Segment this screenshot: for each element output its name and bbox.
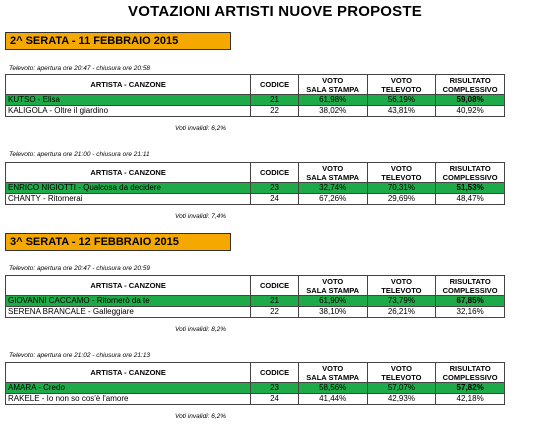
code-cell: 21 [251, 95, 299, 106]
artist-cell: CHANTY - Ritornerai [6, 194, 251, 205]
table-header-row [6, 163, 505, 183]
table-row-winner [6, 95, 505, 106]
header-press: VOTO SALA STAMPA [298, 75, 367, 95]
page-title: VOTAZIONI ARTISTI NUOVE PROPOSTE [128, 3, 422, 20]
televoto-info: Televoto: apertura ore 21:00 - chiusura ore 21:11 [9, 151, 150, 158]
tele-cell: 26,21% [367, 307, 436, 318]
press-cell: 38,10% [298, 307, 367, 318]
press-cell: 61,90% [298, 296, 367, 307]
code-cell: 23 [251, 183, 299, 194]
table-header-row [6, 363, 505, 383]
table-row [6, 394, 505, 405]
invalid-votes: Voti invalidi: 8,2% [175, 326, 227, 333]
results-table-serata2-b [5, 162, 505, 205]
invalid-votes: Voti invalidi: 7,4% [175, 213, 227, 220]
televoto-info: Televoto: apertura ore 20:47 - chiusura ore 20:59 [9, 265, 151, 272]
header-artist: ARTISTA - CANZONE [6, 276, 251, 296]
code-cell: 24 [251, 394, 299, 405]
header-result: RISULTATO COMPLESSIVO [436, 163, 505, 183]
result-cell: 59,08% [436, 95, 505, 106]
code-cell: 24 [251, 194, 299, 205]
table-row [6, 307, 505, 318]
table-row [6, 194, 505, 205]
result-cell: 67,85% [436, 296, 505, 307]
press-cell: 61,98% [298, 95, 367, 106]
artist-cell: RAKELE - Io non so cos'è l'amore [6, 394, 251, 405]
result-cell: 57,82% [436, 383, 505, 394]
header-result: RISULTATO COMPLESSIVO [436, 75, 505, 95]
tele-cell: 57,07% [367, 383, 436, 394]
result-cell: 40,92% [436, 106, 505, 117]
press-cell: 67,26% [298, 194, 367, 205]
result-cell: 51,53% [436, 183, 505, 194]
press-cell: 38,02% [298, 106, 367, 117]
header-tele: VOTO TELEVOTO [367, 75, 436, 95]
serata-2-banner: 2^ SERATA - 11 FEBBRAIO 2015 [5, 32, 231, 50]
table-header-row [6, 276, 505, 296]
tele-cell: 29,69% [367, 194, 436, 205]
televoto-info: Televoto: apertura ore 21:02 - chiusura ore 21:13 [9, 352, 151, 359]
tele-cell: 42,93% [367, 394, 436, 405]
artist-cell: GIOVANNI CACCAMO - Ritornerò da te [6, 296, 251, 307]
header-press: VOTO SALA STAMPA [298, 363, 367, 383]
artist-cell: ENRICO NIGIOTTI - Qualcosa da decidere [6, 183, 251, 194]
code-cell: 22 [251, 307, 299, 318]
tele-cell: 70,31% [367, 183, 436, 194]
header-artist: ARTISTA - CANZONE [6, 163, 251, 183]
press-cell: 32,74% [298, 183, 367, 194]
header-artist: ARTISTA - CANZONE [6, 75, 251, 95]
header-press: VOTO SALA STAMPA [298, 163, 367, 183]
tele-cell: 56,19% [367, 95, 436, 106]
artist-cell: KALIGOLA - Oltre il giardino [6, 106, 251, 117]
header-tele: VOTO TELEVOTO [367, 163, 436, 183]
code-cell: 21 [251, 296, 299, 307]
code-cell: 22 [251, 106, 299, 117]
header-code: CODICE [251, 163, 299, 183]
results-table-serata2-a [5, 74, 505, 117]
artist-cell: AMARA - Credo [6, 383, 251, 394]
header-artist: ARTISTA - CANZONE [6, 363, 251, 383]
artist-cell: KUTSO - Elisa [6, 95, 251, 106]
televoto-info: Televoto: apertura ore 20:47 - chiusura ore 20:58 [9, 65, 151, 72]
result-cell: 48,47% [436, 194, 505, 205]
results-table-serata3-a [5, 275, 505, 318]
header-result: RISULTATO COMPLESSIVO [436, 276, 505, 296]
table-header-row [6, 75, 505, 95]
invalid-votes: Voti invalidi: 6,2% [175, 413, 227, 420]
press-cell: 41,44% [298, 394, 367, 405]
header-code: CODICE [251, 75, 299, 95]
results-table-serata3-b [5, 362, 505, 405]
header-result: RISULTATO COMPLESSIVO [436, 363, 505, 383]
press-cell: 58,56% [298, 383, 367, 394]
header-code: CODICE [251, 276, 299, 296]
header-tele: VOTO TELEVOTO [367, 276, 436, 296]
tele-cell: 73,79% [367, 296, 436, 307]
tele-cell: 43,81% [367, 106, 436, 117]
table-row-winner [6, 383, 505, 394]
header-code: CODICE [251, 363, 299, 383]
header-press: VOTO SALA STAMPA [298, 276, 367, 296]
artist-cell: SERENA BRANCALE - Galleggiare [6, 307, 251, 318]
header-tele: VOTO TELEVOTO [367, 363, 436, 383]
table-row-winner [6, 183, 505, 194]
table-row-winner [6, 296, 505, 307]
code-cell: 23 [251, 383, 299, 394]
invalid-votes: Voti invalidi: 6,2% [175, 125, 227, 132]
result-cell: 32,16% [436, 307, 505, 318]
table-row [6, 106, 505, 117]
serata-3-banner: 3^ SERATA - 12 FEBBRAIO 2015 [5, 233, 231, 251]
result-cell: 42,18% [436, 394, 505, 405]
